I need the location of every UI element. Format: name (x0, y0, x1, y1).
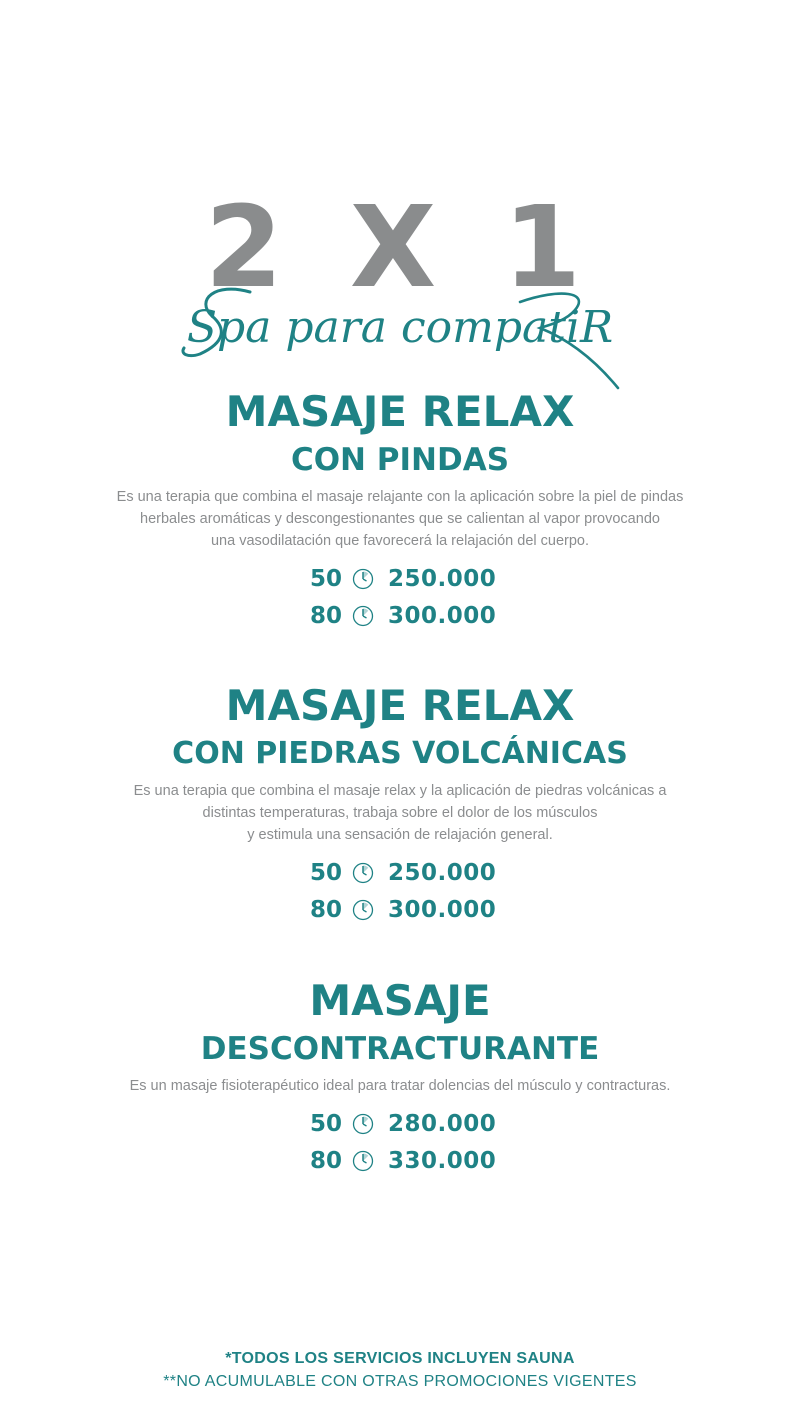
service-description (80, 486, 720, 552)
description-line: distintas temperaturas, trabaja sobre el dolor de los músculos (202, 805, 598, 821)
description-line: Es una terapia que combina el masaje relajante con la aplicación sobre la piel de pindas (116, 489, 684, 505)
hero-script-logo (0, 270, 800, 400)
description-line: Es un masaje fisioterapéutico ideal para tratar dolencias del músculo y contracturas. (129, 1078, 671, 1094)
clock-icon (352, 1113, 374, 1135)
price-row (0, 597, 800, 634)
service-description (50, 1075, 750, 1097)
hero-2x1-text: 2 X 1 (204, 183, 596, 313)
price-amount: 280.000 (388, 1110, 497, 1137)
clock-icon (352, 862, 374, 884)
duration-minutes: 80 (309, 896, 342, 923)
footer-note-promo: **NO ACUMULABLE CON OTRAS PROMOCIONES VIGENTES (163, 1373, 637, 1390)
duration-minutes: 50 (309, 859, 342, 886)
service-title: MASAJE (309, 976, 491, 1025)
price-amount: 250.000 (388, 859, 497, 886)
price-amount: 330.000 (388, 1147, 497, 1174)
price-amount: 250.000 (388, 565, 497, 592)
service-subtitle: CON PINDAS (290, 442, 510, 478)
clock-icon (352, 568, 374, 590)
clock-icon (352, 605, 374, 627)
price-list (0, 1105, 800, 1179)
duration-minutes: 50 (309, 565, 342, 592)
description-line: Es una terapia que combina el masaje relax y la aplicación de piedras volcánicas a (133, 783, 667, 799)
duration-minutes: 50 (309, 1110, 342, 1137)
price-row (0, 854, 800, 891)
hero-script-text: Spa para compatiR (186, 302, 614, 353)
footer-note-sauna: *TODOS LOS SERVICIOS INCLUYEN SAUNA (225, 1350, 575, 1367)
footer-notes (0, 1348, 800, 1394)
service-title: MASAJE RELAX (225, 387, 575, 436)
price-amount: 300.000 (388, 896, 497, 923)
price-amount: 300.000 (388, 602, 497, 629)
service-section-pindas (0, 388, 800, 634)
clock-icon (352, 899, 374, 921)
service-description (80, 780, 720, 846)
clock-icon (352, 1150, 374, 1172)
service-subtitle: CON PIEDRAS VOLCÁNICAS (172, 736, 628, 771)
price-row (0, 560, 800, 597)
description-line: herbales aromáticas y descongestionantes que se calientan al vapor provocando (140, 511, 660, 527)
price-list (0, 854, 800, 928)
price-row (0, 891, 800, 928)
price-row (0, 1142, 800, 1179)
service-section-piedras (0, 682, 800, 928)
duration-minutes: 80 (309, 1147, 342, 1174)
description-line: una vasodilatación que favorecerá la relajación del cuerpo. (210, 533, 590, 549)
hero-banner (0, 183, 800, 402)
service-title: MASAJE RELAX (225, 681, 575, 730)
duration-minutes: 80 (309, 602, 342, 629)
description-line: y estimula una sensación de relajación general. (247, 827, 553, 843)
price-list (0, 560, 800, 634)
service-subtitle: DESCONTRACTURANTE (200, 1031, 600, 1067)
price-row (0, 1105, 800, 1142)
service-section-descontracturante (0, 977, 800, 1179)
